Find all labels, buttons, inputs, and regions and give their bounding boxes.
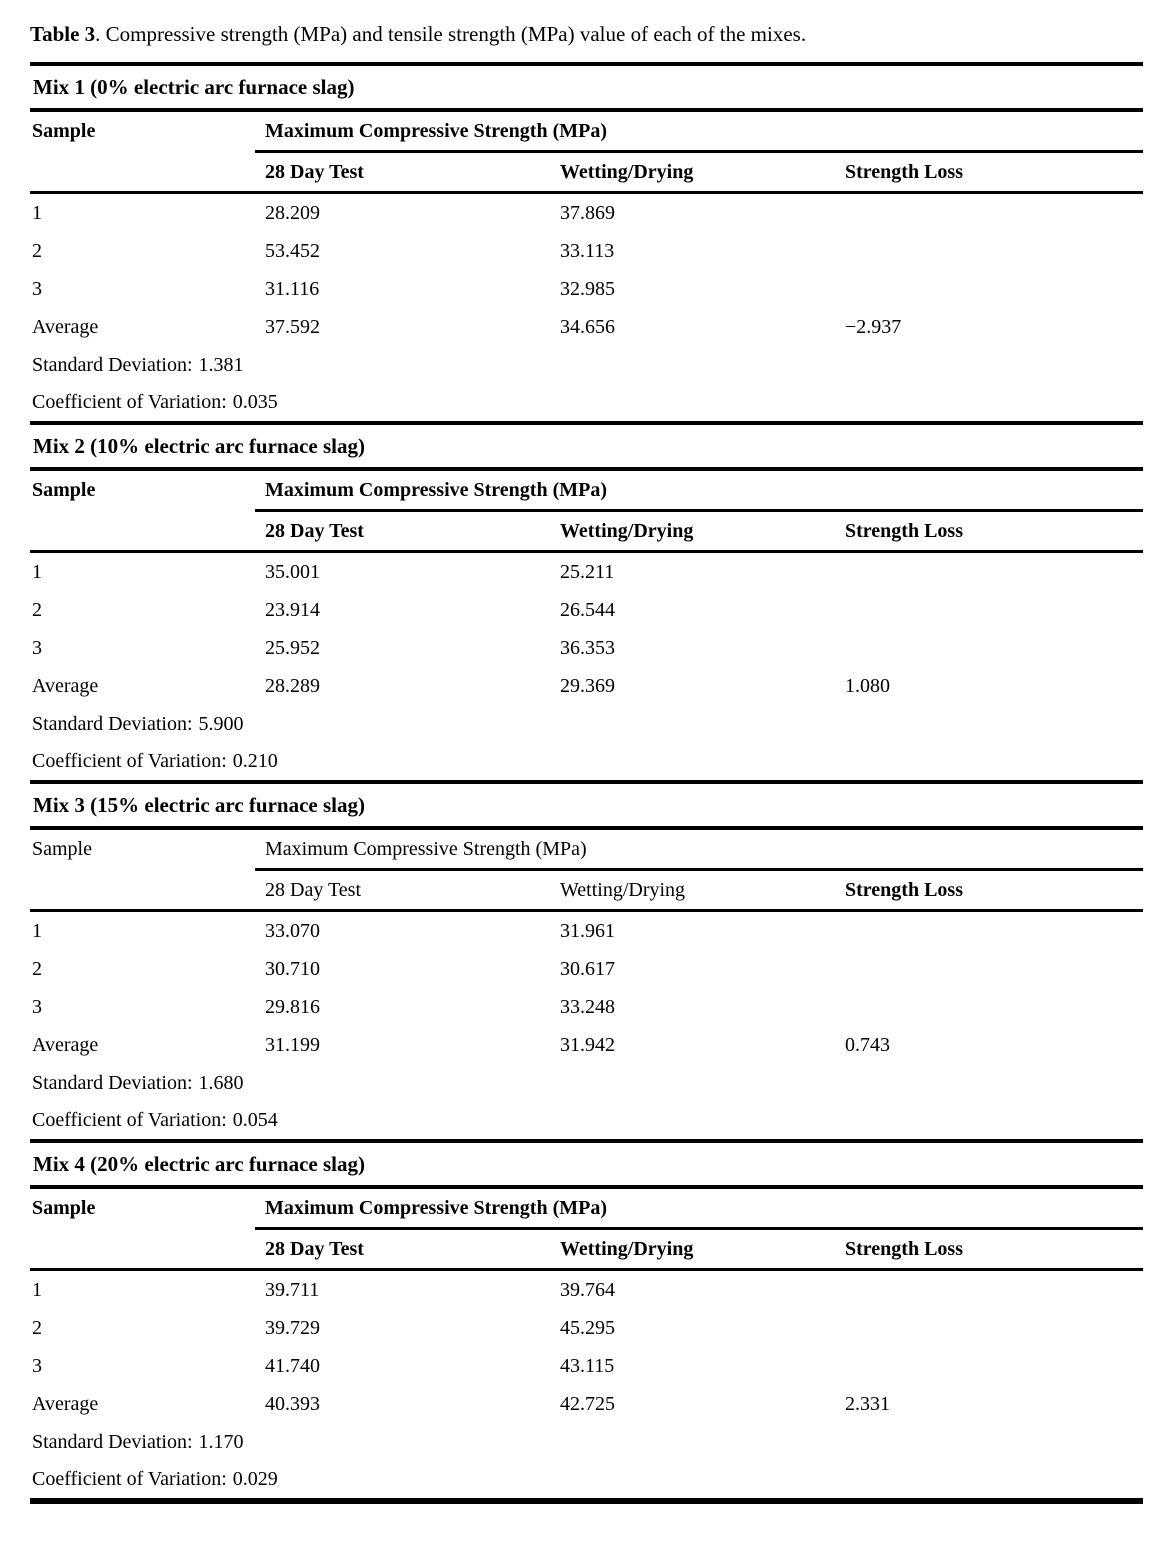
day28-cell: 37.592 xyxy=(265,316,320,338)
coeff-var-label: Coefficient of Variation: xyxy=(32,1468,227,1490)
coeff-var-line xyxy=(30,743,1143,780)
mix-title: Mix 4 (20% electric arc furnace slag) xyxy=(30,1139,1143,1189)
coeff-var-label: Coefficient of Variation: xyxy=(32,391,227,413)
sample-row xyxy=(30,194,1143,232)
empty-cell xyxy=(30,153,255,191)
wetdry-cell: 39.764 xyxy=(560,1279,615,1301)
column-header-wetting-drying: Wetting/Drying xyxy=(560,879,686,901)
day28-cell: 31.116 xyxy=(265,278,320,300)
sample-row xyxy=(30,553,1143,591)
day28-cell: 53.452 xyxy=(265,240,320,262)
day28-cell: 33.070 xyxy=(265,920,320,942)
empty-cell xyxy=(30,871,255,909)
wetdry-cell: 45.295 xyxy=(560,1317,615,1339)
empty-cell xyxy=(845,950,1143,988)
average-label-cell: Average xyxy=(32,1034,99,1056)
coeff-var-value: 0.035 xyxy=(232,391,278,413)
column-header-group: Maximum Compressive Strength (MPa) xyxy=(255,471,1143,512)
mix-section-2 xyxy=(30,421,1143,780)
header-row-columns xyxy=(30,153,1143,194)
average-row xyxy=(30,1385,1143,1423)
column-header-sample: Sample xyxy=(32,1197,96,1219)
loss-cell: −2.937 xyxy=(845,316,902,338)
header-row-group xyxy=(30,1189,1143,1230)
sample-id-cell: 1 xyxy=(32,1279,42,1301)
wetdry-cell: 31.961 xyxy=(560,920,615,942)
header-row-group xyxy=(30,471,1143,512)
std-dev-value: 1.381 xyxy=(198,354,244,376)
sample-id-cell: 1 xyxy=(32,561,42,583)
empty-cell xyxy=(845,232,1143,270)
column-header-28day: 28 Day Test xyxy=(265,520,364,542)
caption-text: . Compressive strength (MPa) and tensile strength (MPa) value of each of the mixes. xyxy=(95,22,807,46)
empty-cell xyxy=(845,1347,1143,1385)
coeff-var-label: Coefficient of Variation: xyxy=(32,750,227,772)
std-dev-value: 1.680 xyxy=(198,1072,244,1094)
empty-cell xyxy=(845,553,1143,591)
average-row xyxy=(30,1026,1143,1064)
sample-id-cell: 3 xyxy=(32,637,42,659)
std-dev-value: 5.900 xyxy=(198,713,244,735)
sample-row xyxy=(30,591,1143,629)
wetdry-cell: 33.248 xyxy=(560,996,615,1018)
loss-cell: 2.331 xyxy=(845,1393,890,1415)
wetdry-cell: 25.211 xyxy=(560,561,615,583)
wetdry-cell: 32.985 xyxy=(560,278,615,300)
table-bottom-rule xyxy=(30,1498,1143,1504)
wetdry-cell: 30.617 xyxy=(560,958,615,980)
sample-row xyxy=(30,629,1143,667)
std-dev-line xyxy=(30,705,1143,743)
std-dev-value: 1.170 xyxy=(198,1431,244,1453)
coeff-var-value: 0.029 xyxy=(232,1468,278,1490)
column-header-wetting-drying: Wetting/Drying xyxy=(560,1238,694,1260)
sample-row xyxy=(30,988,1143,1026)
sample-id-cell: 3 xyxy=(32,996,42,1018)
column-header-strength-loss: Strength Loss xyxy=(845,161,963,183)
average-label-cell: Average xyxy=(32,1393,99,1415)
empty-cell xyxy=(845,1309,1143,1347)
sample-id-cell: 2 xyxy=(32,240,42,262)
coeff-var-line xyxy=(30,384,1143,421)
sample-row xyxy=(30,270,1143,308)
day28-cell: 29.816 xyxy=(265,996,320,1018)
sample-id-cell: 2 xyxy=(32,1317,42,1339)
header-row-columns xyxy=(30,1230,1143,1271)
day28-cell: 35.001 xyxy=(265,561,320,583)
column-header-wetting-drying: Wetting/Drying xyxy=(560,161,694,183)
column-header-group: Maximum Compressive Strength (MPa) xyxy=(255,1189,1143,1230)
column-header-28day: 28 Day Test xyxy=(265,1238,364,1260)
column-header-sample: Sample xyxy=(32,479,96,501)
day28-cell: 40.393 xyxy=(265,1393,320,1415)
day28-cell: 31.199 xyxy=(265,1034,320,1056)
empty-cell xyxy=(845,629,1143,667)
coeff-var-line xyxy=(30,1461,1143,1498)
sample-row xyxy=(30,232,1143,270)
std-dev-line xyxy=(30,1064,1143,1102)
std-dev-line xyxy=(30,1423,1143,1461)
column-header-wetting-drying: Wetting/Drying xyxy=(560,520,694,542)
paper-table xyxy=(30,62,1143,1504)
sample-id-cell: 2 xyxy=(32,958,42,980)
empty-cell xyxy=(30,512,255,550)
wetdry-cell: 26.544 xyxy=(560,599,615,621)
mix-title: Mix 2 (10% electric arc furnace slag) xyxy=(30,421,1143,471)
loss-cell: 0.743 xyxy=(845,1034,890,1056)
wetdry-cell: 36.353 xyxy=(560,637,615,659)
column-header-group: Maximum Compressive Strength (MPa) xyxy=(255,112,1143,153)
coeff-var-value: 0.054 xyxy=(232,1109,278,1131)
day28-cell: 41.740 xyxy=(265,1355,320,1377)
average-row xyxy=(30,667,1143,705)
sample-id-cell: 1 xyxy=(32,920,42,942)
header-row-columns xyxy=(30,512,1143,553)
column-header-strength-loss: Strength Loss xyxy=(845,1238,963,1260)
sample-row xyxy=(30,1347,1143,1385)
std-dev-label: Standard Deviation: xyxy=(32,1072,193,1094)
column-header-strength-loss: Strength Loss xyxy=(845,520,963,542)
day28-cell: 30.710 xyxy=(265,958,320,980)
empty-cell xyxy=(845,194,1143,232)
sample-id-cell: 1 xyxy=(32,202,42,224)
day28-cell: 28.209 xyxy=(265,202,320,224)
coeff-var-line xyxy=(30,1102,1143,1139)
empty-cell xyxy=(845,988,1143,1026)
day28-cell: 39.711 xyxy=(265,1279,320,1301)
column-header-group: Maximum Compressive Strength (MPa) xyxy=(255,830,1143,871)
std-dev-label: Standard Deviation: xyxy=(32,713,193,735)
sample-row xyxy=(30,912,1143,950)
mix-title: Mix 1 (0% electric arc furnace slag) xyxy=(30,62,1143,112)
header-row-group xyxy=(30,112,1143,153)
empty-cell xyxy=(845,591,1143,629)
mix-section-4 xyxy=(30,1139,1143,1498)
day28-cell: 23.914 xyxy=(265,599,320,621)
average-label-cell: Average xyxy=(32,675,99,697)
sample-row xyxy=(30,950,1143,988)
header-row-group xyxy=(30,830,1143,871)
column-header-28day: 28 Day Test xyxy=(265,879,361,901)
std-dev-line xyxy=(30,346,1143,384)
sample-id-cell: 3 xyxy=(32,1355,42,1377)
day28-cell: 25.952 xyxy=(265,637,320,659)
wetdry-cell: 29.369 xyxy=(560,675,615,697)
empty-cell xyxy=(30,1230,255,1268)
empty-cell xyxy=(845,270,1143,308)
std-dev-label: Standard Deviation: xyxy=(32,354,193,376)
wetdry-cell: 31.942 xyxy=(560,1034,615,1056)
caption-label: Table 3 xyxy=(30,22,96,46)
column-header-sample: Sample xyxy=(32,120,96,142)
sample-row xyxy=(30,1309,1143,1347)
day28-cell: 39.729 xyxy=(265,1317,320,1339)
mix-title: Mix 3 (15% electric arc furnace slag) xyxy=(30,780,1143,830)
wetdry-cell: 42.725 xyxy=(560,1393,615,1415)
header-row-columns xyxy=(30,871,1143,912)
wetdry-cell: 37.869 xyxy=(560,202,615,224)
table-caption xyxy=(30,20,1143,49)
sample-id-cell: 2 xyxy=(32,599,42,621)
column-header-strength-loss: Strength Loss xyxy=(845,879,963,901)
wetdry-cell: 43.115 xyxy=(560,1355,615,1377)
column-header-sample: Sample xyxy=(32,838,92,860)
std-dev-label: Standard Deviation: xyxy=(32,1431,193,1453)
coeff-var-label: Coefficient of Variation: xyxy=(32,1109,227,1131)
average-row xyxy=(30,308,1143,346)
loss-cell: 1.080 xyxy=(845,675,890,697)
wetdry-cell: 33.113 xyxy=(560,240,615,262)
mix-section-3 xyxy=(30,780,1143,1139)
coeff-var-value: 0.210 xyxy=(232,750,278,772)
day28-cell: 28.289 xyxy=(265,675,320,697)
average-label-cell: Average xyxy=(32,316,99,338)
column-header-28day: 28 Day Test xyxy=(265,161,364,183)
sample-id-cell: 3 xyxy=(32,278,42,300)
empty-cell xyxy=(845,912,1143,950)
empty-cell xyxy=(845,1271,1143,1309)
wetdry-cell: 34.656 xyxy=(560,316,615,338)
mix-section-1 xyxy=(30,62,1143,421)
sample-row xyxy=(30,1271,1143,1309)
